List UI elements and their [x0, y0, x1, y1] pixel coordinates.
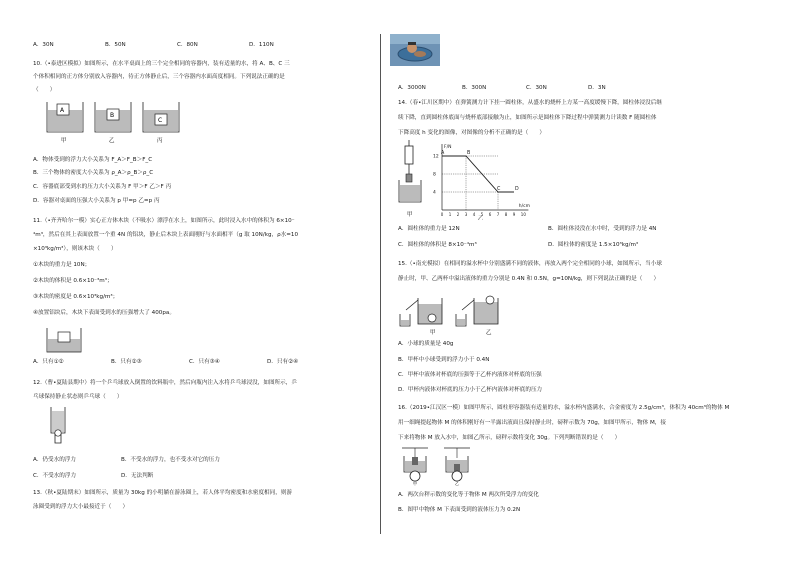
q13-option-b: B．300N [462, 85, 487, 91]
q11-option-b: B．只有②③ [111, 359, 142, 365]
x-tick-label-4: 4 [472, 212, 476, 217]
q11-option-a: A．只有①② [33, 359, 64, 365]
object-m-yi [454, 464, 460, 471]
right-column [398, 0, 748, 562]
q9-option-d: D．110N [249, 42, 274, 48]
fig-jia-label: 甲 [430, 330, 436, 336]
q11-beaker-figure [45, 326, 85, 354]
ping-pong-ball [55, 430, 61, 436]
q9-options [33, 43, 321, 49]
q12-line-1: 12.（曹•夏陆县期中）将一个乒乓球放入倒置的饮料瓶中，然后向瓶内注入水将乒乓球浸没，如图所示，乒 [33, 380, 297, 386]
label-jia: 甲 [61, 138, 67, 144]
q12-options-row-1 [33, 458, 220, 464]
cylinder [406, 174, 412, 182]
scale-jia [410, 471, 420, 481]
x-tick-label-9: 9 [512, 212, 516, 217]
scale-yi [452, 471, 462, 481]
object-m-jia [412, 457, 418, 465]
q14-force-height-graph [428, 140, 536, 220]
x-axis-label: h/cm [518, 204, 531, 209]
q11-statement-3: ③木块的密度是 0.6×10³kg/m³； [33, 294, 119, 300]
q10-line-2: 个体积相同的正方体分别放入容器内，待正方体静止后，三个容器内水面高度相同。下列说法正确的是 [33, 74, 285, 80]
q15-line-2: 静止时，甲、乙两杯中溢出液体的重力分别是 0.4N 和 0.5N，g=10N/kg，则下列说法正确的是（ ） [398, 276, 660, 282]
point-label-D: D [515, 187, 519, 192]
q15-option-c: C．甲杯中液体对杯底的压强等于乙杯内液体对杯底的压强 [398, 372, 542, 378]
label-b: B [110, 112, 115, 119]
fig-jia-label: 甲 [413, 481, 417, 486]
q11-options [33, 360, 345, 366]
q15-line-1: 15.（•南充模拟）在相同的溢水杯中分别盛满不同的液体，再放入两个完全相同的小球，如图所示，当小球 [398, 261, 662, 267]
q14-apparatus-figure [398, 140, 428, 220]
q14-line-1: 14.（春•江川区期中）在弹簧测力计下挂一圆柱体，从盛水的烧杯上方某一高度缓慢下降，圆柱体浸没后继 [398, 100, 662, 106]
q15-option-b: B．甲杯中小球受到的浮力小于 0.4N [398, 357, 490, 363]
x-tick-label-6: 6 [488, 212, 492, 217]
ball-yi [486, 296, 494, 304]
q12-options-row-2 [33, 474, 153, 480]
q11-line-3: ×10³kg/m³），则该木块（ ） [33, 246, 117, 252]
fig-yi-label: 乙 [486, 330, 492, 336]
q9-option-b: B．50N [105, 42, 126, 48]
cup-yi-liquid [474, 302, 498, 324]
q16-option-a: A．两次台秤示数的变化等于物体 M 两次所受浮力的变化 [398, 492, 539, 498]
cup-jia-spout [406, 300, 418, 310]
x-tick-label-3: 3 [464, 212, 468, 217]
label-c: C [158, 117, 163, 124]
q16-line-3: 下来将物体 M 放入水中，如图乙所示，磅秤示数将变化 30g。下列判断错误的是（ ） [398, 435, 621, 441]
fig-jia-label: 甲 [407, 212, 413, 218]
overflow-jia [401, 320, 409, 325]
q13-option-c: C．30N [526, 85, 547, 91]
q14-option-b: B．圆柱体浸没在水中时，受到的浮力是 4N [548, 226, 657, 232]
q10-containers-figure [43, 98, 183, 144]
child-hair [408, 42, 416, 45]
q10-option-d: D．容器对桌面的压强大小关系为 p 甲=p 乙=p 丙 [33, 198, 160, 204]
water [52, 411, 64, 432]
q16-scale-figure [398, 446, 478, 486]
q14-options-row-2 [398, 243, 638, 249]
fig-yi-label: 乙 [478, 216, 484, 220]
x-tick-label-0: 0 [440, 212, 444, 217]
q13-swimmer-photo [390, 34, 440, 66]
point-label-A: A [441, 151, 445, 156]
q12-line-2: 乓球保持静止状态则乒乓球（ ） [33, 394, 123, 400]
spring-scale [405, 146, 413, 164]
fig-yi-label: 乙 [455, 481, 459, 486]
y-tick-label-8: 8 [433, 172, 436, 178]
overflow-yi [457, 319, 465, 325]
q15-overflow-cups-figure [398, 288, 518, 336]
q10-line-1: 10.（•泰进区模拟）如图所示，在水平桌面上的三个完全相同的容器内，装有适量的水，将 A、B、C 三 [33, 61, 290, 67]
left-column [33, 0, 383, 562]
column-divider [380, 34, 381, 534]
y-axis-label: F/N [444, 145, 452, 150]
q12-option-c: C．不受水的浮力 [33, 473, 77, 479]
q14-options-row-1 [398, 227, 656, 233]
q13-options [398, 86, 648, 92]
label-yi: 乙 [109, 138, 115, 144]
q11-statement-2: ②木块的体积是 0.6×10⁻³m³； [33, 278, 113, 284]
point-label-C: C [497, 187, 501, 192]
ball-jia [428, 314, 436, 322]
beaker-water [400, 185, 420, 201]
q14-option-d: D．圆柱体的密度是 1.5×10³kg/m³ [548, 242, 639, 248]
q10-option-a: A．物体受到的浮力大小关系为 F_A＞F_B＞F_C [33, 157, 153, 163]
q11-line-1: 11.（•齐齐哈尔一模）实心正方体木块（不吸水）漂浮在水上，如图所示，此时浸入水中的体积为 6×10⁻ [33, 218, 295, 224]
label-a: A [60, 107, 65, 114]
y-tick-label-12: 12 [433, 154, 439, 160]
x-tick-label-8: 8 [504, 212, 508, 217]
q11-statement-4: ④放置铝块后，木块下表面受到水的压强增大了 400pa。 [33, 310, 175, 316]
q10-option-c: C．容器底部受到水的压力大小关系为 F 甲＞F 乙＞F 丙 [33, 184, 172, 190]
q11-option-c: C．只有③④ [189, 359, 220, 365]
q10-option-b: B．三个物体的密度大小关系为 ρ_A＞ρ_B＞ρ_C [33, 170, 154, 176]
q16-option-b: B．图甲中物体 M 下表面受到的液体压力为 0.2N [398, 507, 521, 513]
cup-yi-spout [462, 300, 474, 310]
q13-line-1: 13.（秋•夏陆期末）如图所示，质量为 30kg 的小明躺在游泳圈上，若人体平均密度和水密度相同，则游 [33, 490, 293, 496]
q11-line-2: ⁴m³，然后在其上表面放置一个重 4N 的铝块，静止后木块上表面刚好与水面相平（g 取 10N/kg，ρ水=10 [33, 232, 299, 238]
x-tick-label-7: 7 [496, 212, 500, 217]
q12-option-a: A．仍受水的浮力 [33, 457, 76, 463]
q13-option-a: A．3000N [398, 85, 426, 91]
x-tick-label-1: 1 [448, 212, 452, 217]
q10-line-3: （ ） [33, 87, 56, 93]
q15-option-a: A．小球的质量是 40g [398, 341, 454, 347]
q11-statement-1: ①木块的重力是 10N； [33, 262, 91, 268]
x-tick-label-2: 2 [456, 212, 460, 217]
q11-option-d: D．只有②④ [267, 359, 299, 365]
y-tick-label-4: 4 [433, 190, 436, 196]
x-tick-label-10: 10 [520, 212, 526, 217]
q16-line-2: 用一细绳提起物体 M 的体积刚好有一半露出液面且保持静止时，磅秤示数为 70g，如图甲所示，物体 M，接 [398, 420, 666, 426]
q14-option-c: C．圆柱体的体积是 8×10⁻⁴m³ [398, 242, 477, 248]
q14-line-2: 续下降，直到圆柱体底面与烧杯底部接触为止，如图所示是圆柱体下降过程中弹簧测力计读数 F 随圆柱体 [398, 115, 657, 121]
q13-option-d: D．3N [588, 85, 606, 91]
x-tick-label-5: 5 [480, 212, 484, 217]
q15-option-d: D．甲杯内液体对杯底的压力小于乙杯内液体对杯底的压力 [398, 387, 543, 393]
q14-option-a: A．圆柱体的重力是 12N [398, 226, 460, 232]
label-bing: 丙 [157, 138, 163, 144]
q9-option-a: A．30N [33, 42, 54, 48]
q12-bottle-figure [47, 405, 71, 445]
wood-block [58, 332, 70, 342]
q12-option-d: D．无法判断 [121, 473, 154, 479]
child-arm [414, 51, 426, 57]
point-label-B: B [467, 151, 471, 156]
q13-line-2: 泳圈受到的浮力大小最接近于（ ） [33, 504, 129, 510]
q16-line-1: 16.（2019•江汉区一模）如图甲所示，圆柱形容器装有适量的水，溢水杯内盛满水，合金密度为 2.5g/cm³，体积为 40cm³的物体 M [398, 405, 730, 411]
q14-line-3: 下降高度 h 变化的图像，对图像的分析不正确的是（ ） [398, 130, 545, 136]
q9-option-c: C．80N [177, 42, 198, 48]
q12-option-b: B．不受水的浮力，也不受水对它的压力 [121, 457, 220, 463]
